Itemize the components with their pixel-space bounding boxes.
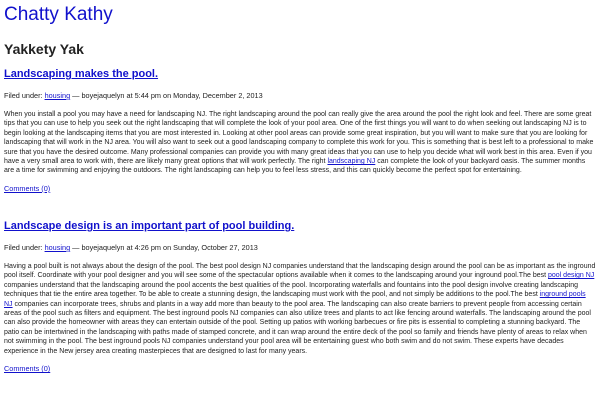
post-body-text: Having a pool built is not always about the design of the pool. The best pool design NJ companies understand that the landscaping design around the pool can be as important as the inground pool itself. Coordinate with your pool designer and you will see some of the spectacular options available when it comes to the landscaping around your inground pool.The best (4, 263, 596, 280)
filed-under-label: Filed under: (4, 91, 45, 100)
post (4, 67, 596, 194)
post-title-link[interactable]: Landscape design is an important part of pool building. (4, 220, 295, 232)
landscaping-nj-link[interactable]: landscaping NJ (327, 158, 376, 166)
post-meta (4, 243, 596, 253)
site-title[interactable]: Chatty Kathy (4, 4, 113, 25)
comments-link[interactable]: Comments (0) (4, 183, 51, 193)
category-link[interactable]: housing (44, 243, 71, 252)
site-tagline: Yakkety Yak (4, 41, 84, 57)
post-body-text: When you install a pool you may have a need for landscaping NJ. The right landscaping around the pool can really give the area around the pool the right look and feel. There are some great tips that you can use to help you seek out the right landscaping that will complete the look of your pool area. One of the first things you will want to do when seeking out landscaping NJ is to begin looking at the landscaping items that you are most interested in. Looking at other pool areas can provide some great inspiration, but you will want to make sure that you are looking for landscaping that will work in the NJ area. You will also want to seek out a good landscaping company to complete this work for you. This is something that is best left to a professional to make sure that you have the desired outcome. Many professional companies can provide you with many great ideas that you can use to help you decide what will work best in this area. Even if you have a very small area to work with, there are likely many great options that will work perfectly. The right (4, 111, 594, 166)
post-body (4, 262, 596, 356)
post-body-text: companies understand that the landscaping around the pool accents the best qualities of the pool. Incorporating waterfalls and fountains into the pool design involve creating landscaping techniques that tie the entire area together. To be able to create a stunning design, the landscaping must work with the pool, and not simply be additions to the pool.The best (4, 281, 578, 299)
pool-design-nj-link[interactable]: pool design NJ (548, 272, 595, 280)
inground-pools-nj-link[interactable]: inground pools NJ (4, 291, 586, 308)
post-meta (4, 91, 596, 101)
post-body-text: companies can incorporate trees, shrubs and plants in a way add more than beauty to the pool area. The landscaping can also create barriers to prevent people from accessing certain areas of the pool such as filters and equipment. The best inground pools NJ companies can also utilize trees and plants to act like fencing around waterfalls. The landscaping around the pool can also provide the homeowner with areas they can entertain outside of the pool. Setting up patios with working barbecues or fire pits is essential to completing a stunning backyard. The patio can be intertwined in the landscaping with paths made of stamped concrete, and it can wrap around the entire deck of the pool so family and friends have plenty of areas to relax when not swimming in the pool. The best inground pools NJ companies understand your pool area will be entertaining guest who both swim and do not swim. These experts have decades experience in the New jersey area creating masterpieces that are designed to last for many years. (4, 300, 591, 355)
post-title-link[interactable]: Landscaping makes the pool. (4, 68, 159, 80)
filed-under-label: Filed under: (4, 243, 45, 252)
category-link[interactable]: housing (44, 91, 71, 100)
post-body-text: can complete the look of your backyard oasis. The summer months are a time for swimming and enjoying the outdoors. The right landscaping can help you to feel less stress, and this can quickly become the perfect spot for entertaining. (4, 158, 586, 175)
post (4, 219, 596, 374)
post-body (4, 110, 596, 176)
post-byline: — boyejaquelyn at 5:44 pm on Monday, December 2, 2013 (70, 91, 263, 100)
post-byline: — boyejaquelyn at 4:26 pm on Sunday, October 27, 2013 (70, 243, 258, 252)
comments-link[interactable]: Comments (0) (4, 364, 51, 374)
